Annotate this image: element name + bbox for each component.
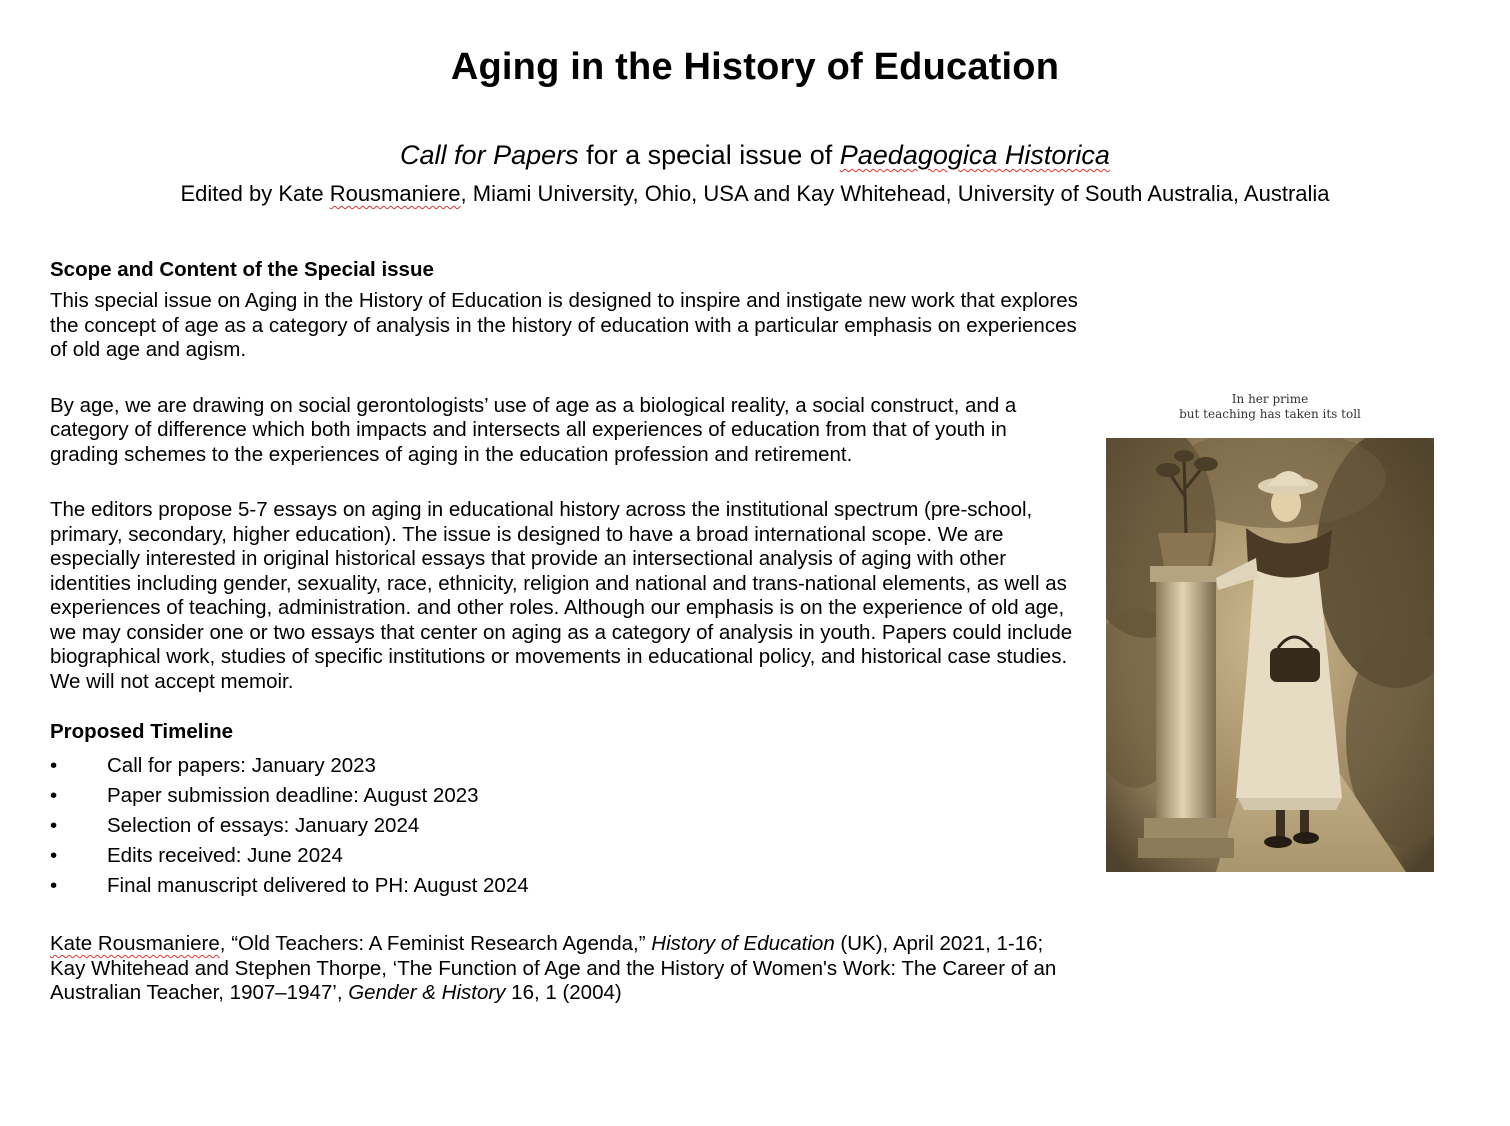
scope-heading: Scope and Content of the Special issue xyxy=(50,258,434,281)
editors-affiliations: , Miami University, Ohio, USA and Kay Whitehead, University of South Australia, Australia xyxy=(460,181,1330,206)
subtitle xyxy=(0,140,1510,171)
main-content xyxy=(50,256,1080,1006)
subtitle-connector: for a special issue of xyxy=(578,140,840,170)
ref-author: Kate Rousmaniere xyxy=(50,932,220,955)
caption-line-2: but teaching has taken its toll xyxy=(1179,407,1361,421)
scope-paragraph-3: The editors propose 5-7 essays on aging in educational history across the institutional spectrum (pre-school, primary, secondary, higher education). The issue is designed to have a broad international scope. We are especially interested in original historical essays that provide an intersectional analysis of aging with other identities including gender, sexuality, race, ethnicity, religion and national and trans-national elements, as well as experiences of teaching, administration. and other roles. Although our emphasis is on the experience of old age, we may consider one or two essays that center on aging as a category of analysis in youth. Papers could include biographical work, studies of specific institutions or movements in educational policy, and historical case studies. We will not accept memoir. xyxy=(50,498,1073,693)
editors-prefix: Edited by Kate xyxy=(180,181,330,206)
bullet-glyph: • xyxy=(50,754,58,777)
timeline-item-text: Final manuscript delivered to PH: August 2024 xyxy=(107,874,529,897)
photo-caption xyxy=(1102,392,1438,422)
caption-line-1: In her prime xyxy=(1231,392,1309,406)
spacer xyxy=(50,694,1080,718)
bullet-glyph: • xyxy=(50,844,58,867)
scope-paragraph-2: By age, we are drawing on social gerontologists’ use of age as a biological reality, a social construct, and a category of difference which both impacts and intersects all experiences of education from that of youth in grading schemes to the experiences of aging in the education profession and retirement. xyxy=(50,393,1017,466)
bullet-glyph: • xyxy=(50,784,58,807)
editors-line xyxy=(0,181,1510,207)
photo-figure xyxy=(1102,388,1438,878)
scope-paragraph-1: This special issue on Aging in the History of Education is designed to inspire and instigate new work that explores the concept of age as a category of analysis in the history of education with a particular emphasis on experiences of old age and agism. xyxy=(50,289,1078,361)
timeline-item xyxy=(50,871,1080,901)
teacher-photo xyxy=(1106,438,1434,872)
ref-journal-2: Gender & History xyxy=(348,981,506,1004)
spacer xyxy=(50,467,1080,498)
timeline-list xyxy=(50,751,1080,901)
timeline-item xyxy=(50,841,1080,871)
journal-name: Paedagogica Historica xyxy=(839,140,1110,170)
teacher-photo-illustration xyxy=(1106,438,1434,872)
ref-article-title: , “Old Teachers: A Feminist Research Agenda,” xyxy=(219,932,652,955)
references xyxy=(50,932,1080,1006)
timeline-item xyxy=(50,811,1080,841)
ref-details-2: 16, 1 (2004) xyxy=(505,981,622,1004)
bullet-glyph: • xyxy=(50,814,58,837)
timeline-item-text: Edits received: June 2024 xyxy=(107,844,343,867)
spacer xyxy=(50,363,1080,394)
subtitle-call-for-papers: Call for Papers xyxy=(400,140,579,170)
bullet-glyph: • xyxy=(50,874,58,897)
editor-surname: Rousmaniere xyxy=(329,181,461,206)
timeline-item-text: Selection of essays: January 2024 xyxy=(107,814,420,837)
spacer xyxy=(50,901,1080,932)
timeline-item-text: Paper submission deadline: August 2023 xyxy=(107,784,479,807)
timeline-heading: Proposed Timeline xyxy=(50,720,234,743)
ref-journal-1: History of Education xyxy=(651,932,835,955)
page-title: Aging in the History of Education xyxy=(450,46,1060,88)
timeline-item xyxy=(50,781,1080,811)
ref-details-1: (UK), April 2021, 1-16; Kay Whitehead and Stephen Thorpe, ‘The Function of Age and the History of Women's Work: The Career of an Australian Teacher, 1907–1947’, xyxy=(50,932,1057,1004)
timeline-item xyxy=(50,751,1080,781)
timeline-item-text: Call for papers: January 2023 xyxy=(107,754,376,777)
